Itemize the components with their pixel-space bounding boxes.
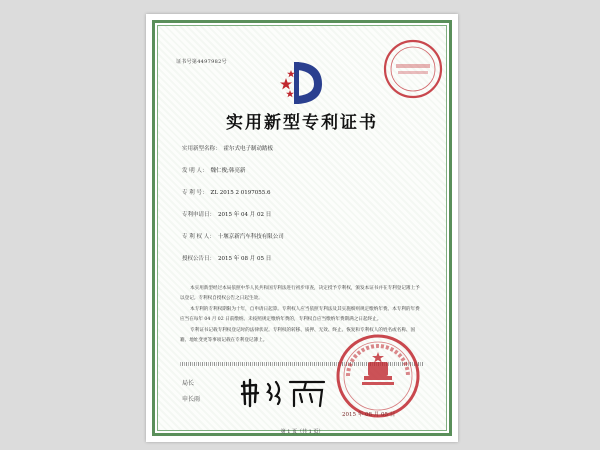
body-paragraph: 专利证书记载专利权登记时的法律状况。专利权的转移、质押、无效、终止、恢复和专利权人的姓名或名称、国籍、地址变更等事项记载在专利登记簿上。 (180, 327, 416, 344)
field-patent-number (182, 188, 270, 196)
field-inventor (182, 166, 245, 174)
number-suffix: 号 (221, 59, 227, 65)
body-paragraph: 本专利的专利权期限为十年，自申请日起算。专利权人应当依照专利法及其实施细则规定缴纳年费。本专利的年费应当在每年 04 月 02 日前缴纳。未按照规定缴纳年费的，专利权自应当缴纳年费期满之日起终止。 (180, 306, 420, 323)
field-utility-name (182, 144, 273, 152)
field-label: 发 明 人： (182, 168, 208, 174)
certificate-title: 实用新型专利证书 (226, 113, 378, 133)
field-label: 专 利 权 人： (182, 234, 215, 240)
field-value: 十堰京新汽车科技有限公司 (217, 234, 284, 240)
certificate-paper (146, 14, 458, 442)
field-patentee (182, 232, 284, 240)
field-label: 授权公告日： (182, 256, 216, 262)
number-label: 证书号第 (176, 59, 198, 65)
page-number: 第 1 页（共 1 页） (280, 429, 324, 435)
official-seal-icon (334, 332, 422, 420)
signature-icon (238, 376, 328, 410)
field-value: 霍尔式电子制动踏板 (223, 146, 274, 152)
field-label: 专 利 号： (182, 190, 208, 196)
field-application-date (182, 210, 271, 218)
field-value: 2015 年 08 月 05 日 (218, 256, 272, 262)
field-grant-date (182, 254, 271, 262)
official-title: 局长 (182, 380, 195, 387)
seal-date: 2015 年 08 月 05 日 (342, 412, 396, 418)
body-paragraph: 本实用新型经过本局依照中华人民共和国专利法进行初步审查，决定授予专利权，颁发本证书并在专利登记簿上予以登记。专利权自授权公告之日起生效。 (180, 286, 420, 302)
number-value: 4497982 (197, 59, 222, 65)
field-label: 实用新型名称： (182, 146, 221, 152)
top-right-stamp-icon (382, 38, 444, 100)
field-value: ZL 2015 2 0197055.6 (210, 190, 271, 196)
sipo-logo-icon (276, 54, 330, 108)
field-value: 魏仁俊;韩亮新 (210, 168, 246, 174)
certificate-number (176, 58, 227, 65)
field-label: 专利申请日： (182, 212, 216, 218)
official-name: 申长雨 (182, 396, 201, 403)
field-value: 2015 年 04 月 02 日 (218, 212, 272, 218)
